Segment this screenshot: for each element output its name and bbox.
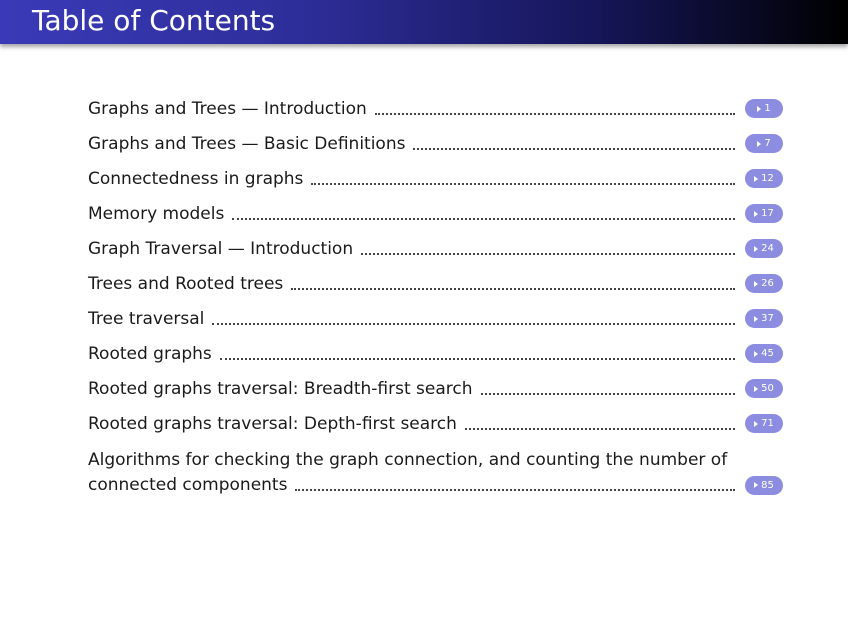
- dot-leader: [212, 309, 735, 329]
- page-link-badge[interactable]: [745, 204, 783, 223]
- page-link-badge[interactable]: [745, 476, 783, 495]
- toc-item[interactable]: [88, 336, 783, 371]
- page-link-badge[interactable]: [745, 99, 783, 118]
- arrow-icon: [754, 386, 758, 392]
- page-number: 17: [761, 208, 774, 219]
- page-number: 45: [761, 348, 774, 359]
- page-link-badge[interactable]: [745, 169, 783, 188]
- toc-item[interactable]: [88, 161, 783, 196]
- dot-leader: [465, 414, 735, 434]
- page-number: 37: [761, 313, 774, 324]
- arrow-icon: [754, 482, 758, 488]
- toc-item[interactable]: [88, 441, 783, 498]
- toc-item-label: Tree traversal: [88, 308, 205, 329]
- toc-item[interactable]: [88, 126, 783, 161]
- dot-leader: [220, 344, 735, 364]
- toc-item-label: Rooted graphs traversal: Breadth-first search: [88, 378, 473, 399]
- toc-item-label: Rooted graphs traversal: Depth-first search: [88, 413, 457, 434]
- toc-item-label: Graphs and Trees — Basic Definitions: [88, 133, 406, 154]
- page-number: 50: [761, 383, 774, 394]
- arrow-icon: [754, 176, 758, 182]
- dot-leader: [232, 204, 735, 224]
- toc-item[interactable]: [88, 301, 783, 336]
- dot-leader: [311, 169, 735, 189]
- arrow-icon: [754, 351, 758, 357]
- table-of-contents: [88, 91, 783, 498]
- page-title: Table of Contents: [32, 4, 276, 37]
- page-link-badge[interactable]: [745, 309, 783, 328]
- page-number: 7: [764, 138, 771, 149]
- page-link-badge[interactable]: [745, 134, 783, 153]
- toc-item[interactable]: [88, 91, 783, 126]
- arrow-icon: [754, 421, 758, 427]
- dot-leader: [295, 475, 735, 495]
- toc-item-continuation: [88, 472, 783, 498]
- dot-leader: [481, 379, 735, 399]
- page-number: 1: [764, 103, 771, 114]
- page-link-badge[interactable]: [745, 344, 783, 363]
- toc-item[interactable]: [88, 266, 783, 301]
- page-number: 71: [761, 418, 774, 429]
- toc-item-label: Memory models: [88, 203, 225, 224]
- page-link-badge[interactable]: [745, 414, 783, 433]
- toc-item[interactable]: [88, 231, 783, 266]
- page-link-badge[interactable]: [745, 274, 783, 293]
- dot-leader: [413, 134, 735, 154]
- arrow-icon: [754, 246, 758, 252]
- arrow-icon: [754, 211, 758, 217]
- page-number: 85: [761, 479, 774, 491]
- toc-item-label: Rooted graphs: [88, 343, 212, 364]
- arrow-icon: [757, 141, 761, 147]
- page-link-badge[interactable]: [745, 379, 783, 398]
- toc-item-label: Algorithms for checking the graph connection, and counting the number of: [88, 450, 728, 470]
- page-link-badge[interactable]: [745, 239, 783, 258]
- page-number: 12: [761, 173, 774, 184]
- arrow-icon: [754, 281, 758, 287]
- toc-item-label: Trees and Rooted trees: [88, 273, 284, 294]
- toc-item-label-continued: connected components: [88, 475, 288, 495]
- page-number: 26: [761, 278, 774, 289]
- arrow-icon: [754, 316, 758, 322]
- toc-item-label: Graphs and Trees — Introduction: [88, 98, 367, 119]
- toc-item-label: Connectedness in graphs: [88, 168, 304, 189]
- toc-item[interactable]: [88, 196, 783, 231]
- arrow-icon: [757, 106, 761, 112]
- toc-item-label: Graph Traversal — Introduction: [88, 238, 354, 259]
- toc-item[interactable]: [88, 371, 783, 406]
- title-bar: [0, 0, 848, 44]
- dot-leader: [375, 99, 735, 119]
- toc-item[interactable]: [88, 406, 783, 441]
- dot-leader: [291, 274, 735, 294]
- page-number: 24: [761, 243, 774, 254]
- dot-leader: [361, 239, 735, 259]
